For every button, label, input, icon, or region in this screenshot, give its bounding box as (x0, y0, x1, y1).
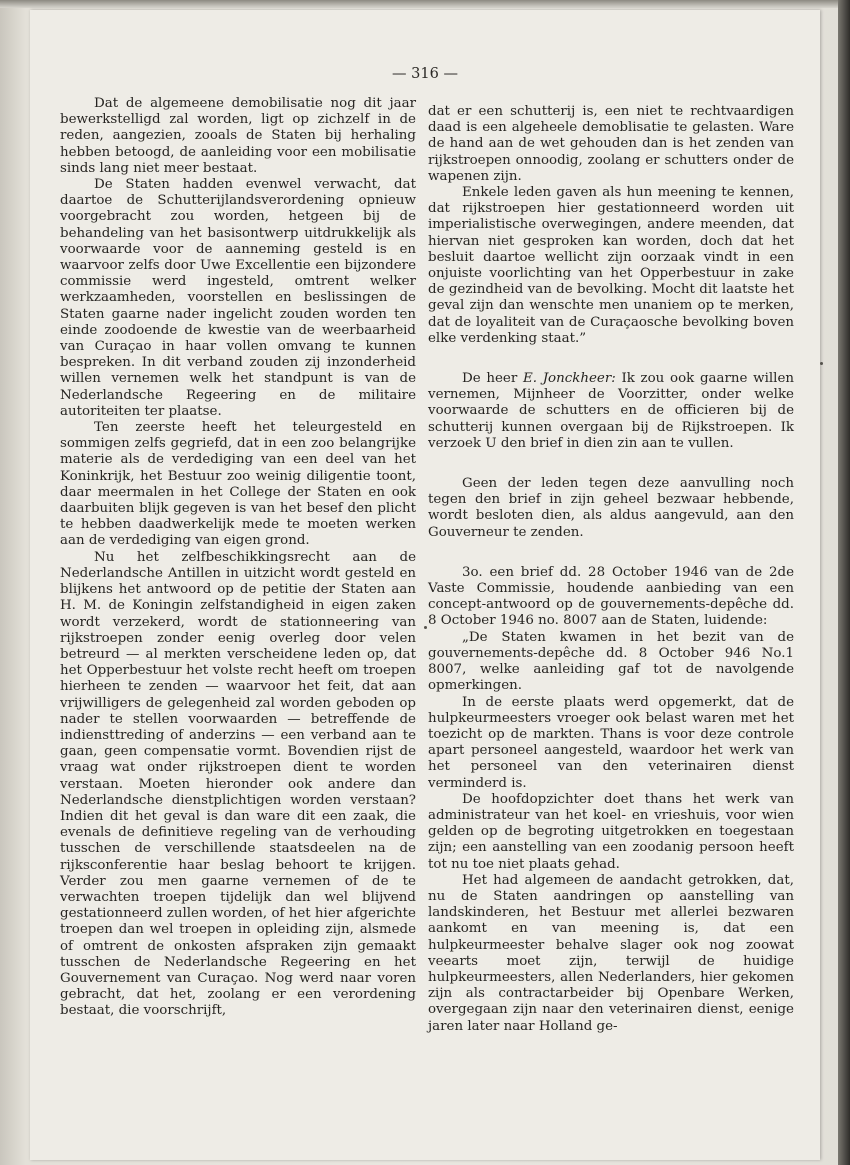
paragraph-item-3: 3o. een brief dd. 28 October 1946 van de 2de Vaste Commissie, houdende aanbieding van een concept-antwoord op de gouvernements-depêche dd. 8 October 1946 no. 8007 aan de Staten, luidende: (428, 564, 794, 629)
right-column (428, 104, 794, 1035)
speaker-name: E. Jonckheer: (522, 371, 616, 387)
scan-speck (424, 626, 427, 629)
paragraph-enkele-leden: Enkele leden gaven als hun meening te kennen, dat rijkstroepen hier gestationneerd worden uit imperialistische overwegingen, andere meenden, dat hiervan niet gesproken kan worden, doch dat het besluit daartoe wellicht zijn oorzaak vindt in een onjuiste voorlichting van het Opperbestuur in zake de gezindheid van de bevolking. Mocht dit laatste het geval zijn dan wenschte men unaniem op te merken, dat de loyaliteit van de Curaçaosche bevolking boven elke verdenking staat.” (428, 185, 794, 346)
spacer (428, 452, 794, 476)
speaker-prefix: De heer (462, 371, 523, 387)
paragraph-geen-der-leden: Geen der leden tegen deze aanvulling noch tegen den brief in zijn geheel bezwaar hebbende, wordt besloten dien, als aldus aangevuld, aan den Gouverneur te zenden. (428, 476, 794, 540)
scan-speck (820, 362, 823, 365)
paragraph-demobilisatie: Dat de algemeene demobilisatie nog dit jaar bewerkstelligd zal worden, ligt op zichzelf in de reden, aangezien, zooals de Staten bij herhaling hebben betoogd, de aanleiding voor een mobilisatie sinds lang niet meer bestaat. (60, 96, 416, 176)
paragraph-eerste-plaats: In de eerste plaats werd opgemerkt, dat de hulpkeurmeesters vroeger ook belast waren met het toezicht op de markten. Thans is voor deze controle apart personeel aangesteld, waardoor het werk van het personeel van den veterinairen dienst verminderd is. (428, 694, 794, 791)
paragraph-teleurgesteld: Ten zeerste heeft het teleurgesteld en sommigen zelfs gegriefd, dat in een zoo belangrijke materie als de verdediging van een deel van het Koninkrijk, het Bestuur zoo weinig diligentie toont, daar meermalen in het College der Staten en ook daarbuiten blijk gegeven is van het besef den plicht te hebben daadwerkelijk mede te moeten werken aan de verdediging van eigen grond. (60, 420, 416, 549)
paragraph-het-had: Het had algemeen de aandacht getrokken, dat, nu de Staten aandringen op aanstelling van landskinderen, het Bestuur met allerlei bezwaren aankomt en van meening is, dat een hulpkeurmeester behalve slager ook nog zoowat veearts moet zijn, terwijl de huidige hulpkeurmeesters, allen Nederlanders, hier gekomen zijn als contractarbeider bij Openbare Werken, overgegaan zijn naar den veterinairen dienst, eenige jaren later naar Holland ge- (428, 872, 794, 1034)
left-column (60, 96, 416, 1020)
paragraph-quote-open: „De Staten kwamen in het bezit van de gouvernements-depêche dd. 8 October 946 No.1 8007, welke aanleiding gaf tot de navolgende opmerkingen. (428, 629, 794, 694)
paragraph-zelfbeschikking: Nu het zelfbeschikkingsrecht aan de Nederlandsche Antillen in uitzicht wordt gesteld en blijkens het antwoord op de petitie der Staten aan H. M. de Koningin zelfstandigheid in eigen zaken wordt verzekerd, wordt de stationneering van rijkstroepen zonder eenig overleg door velen betreurd — al merkten verscheidene leden op, dat het Opperbestuur het volste recht heeft om troepen hierheen te zenden — waarvoor het feit, dat aan vrijwilligers de gelegenheid zal worden geboden op nader te stellen voorwaarden — betreffende de indiensttreding of anderzins — een verband aan te gaan, geen compensatie vormt. Bovendien rijst de vraag wat onder rijkstroepen dient te worden verstaan. Moeten hieronder ook andere dan Nederlandsche dienstplichtigen worden verstaan? Indien dit het geval is dan ware dit een zaak, die evenals de definitieve regeling van de verhouding tusschen de verschillende staatsdeelen na de rijksconferentie haar beslag behoort te krijgen. Verder zou men gaarne vernemen of de te verwachten troepen tijdelijk dan wel blijvend gestationneerd zullen worden, of het hier afgerichte troepen dan wel troepen in opleiding zijn, alsmede of omtrent de onkosten afspraken zijn gemaakt tusschen de Nederlandsche Regeering en het Gouvernement van Curaçao. Nog werd naar voren gebracht, dat het, zoolang er een verordening bestaat, die voorschrijft, (60, 549, 416, 1019)
scan-top-edge (0, 0, 850, 8)
speaker-text: Ik zou ook gaarne willen vernemen, Mijnheer de Voorzitter, onder welke voorwaarde de schutters en de officieren bij de schutterij kunnen overgaan bij de Rijkstroepen. Ik verzoek U den brief in dien zin aan te vullen. (428, 371, 794, 451)
paragraph-continuation: dat er een schutterij is, een niet te rechtvaardigen daad is een algeheele demoblisatie te gelasten. Ware de hand aan de wet gehouden dan is het zenden van rijkstroepen onnoodig, zoolang er schutters onder de wapenen zijn. (428, 104, 794, 184)
scan-right-edge (838, 0, 850, 1165)
paragraph-hoofdopzichter: De hoofdopzichter doet thans het werk van administrateur van het koel- en vrieshuis, voor wien gelden op de begroting uitgetrokken en toegestaan zijn; een aanstelling van een zoodanig persoon heeft tot nu toe niet plaats gehad. (428, 791, 794, 872)
spacer (428, 541, 794, 565)
paragraph-schutterij: De Staten hadden evenwel verwacht, dat daartoe de Schutterijlandsverordening opnieuw voorgebracht zou worden, hetgeen bij de behandeling van het basisontwerp uitdrukkelijk als voorwaarde voor de aanneming gesteld is en waarvoor zelfs door Uwe Excellentie een bijzondere commissie werd ingesteld, omtrent welker werkzaamheden, voorstellen en beslissingen de Staten gaarne nader ingelicht zouden worden ten einde zoodoende de kwestie van de weerbaarheid van Curaçao in haar vollen omvang te kunnen bespreken. In dit verband zouden zij inzonderheid willen vernemen welk het standpunt is van de Nederlandsche Regeering en de militaire autoriteiten ter plaatse. (60, 177, 416, 419)
spacer (428, 347, 794, 371)
page-number: — 316 — (392, 66, 458, 82)
paragraph-jonckheer (428, 371, 794, 452)
